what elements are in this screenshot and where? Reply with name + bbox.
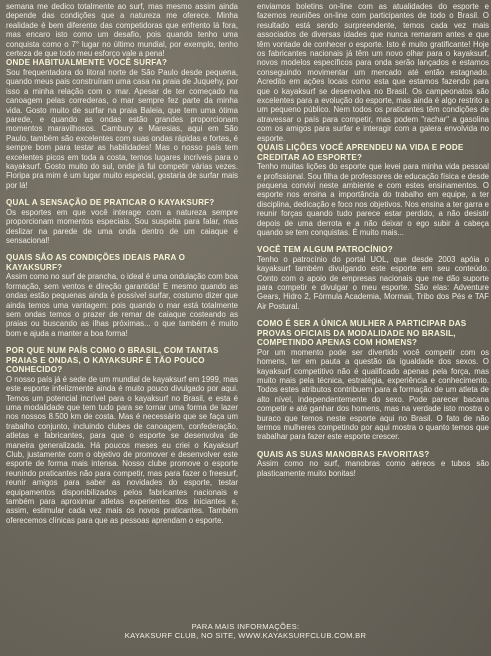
section-only-woman (257, 319, 489, 442)
answer-paragraph: Assim como no surf de prancha, o ideal é uma ondulação com boa formação, sem ventos e direção garantida! E mesmo quando as ondas estão pequenas ainda é possível surfar, costumo dizer que ainda temos uma vantagem: pois quando o mar está totalmente sem ondas temos o prazer de remar de caiaque costeando as praias ou buscando as ilhas próximas... o que também é muito bom e ajuda a manter a boa forma! (6, 272, 238, 338)
section-ideal-conditions (6, 253, 238, 338)
footer-line-1: PARA MAIS INFORMAÇÕES: (191, 622, 300, 631)
right-intro-paragraph: enviamos boletins on-line com as atualidades do esporte e fazemos reuniões on-line com participantes de todo o Brasil. O resultado está sendo surpreendente, temos cada vez mais associados de diversas idades que nunca remaram antes e que têm vontade de conhecer o esporte. Isto é muito gratificante! Hoje os fabricantes nacionais já têm um novo olhar para o kayaksurf, novos modelos específicos para onda serão lançados e estamos conseguindo movimentar um mercado até então estagnado. Acredito em ações locais como esta que estamos fazendo para que o kayaksurf se desenvolva no Brasil. Os campeonatos são excelentes para a evolução do esporte, mas ainda é algo restrito a um pequeno público. Nem todos os praticantes têm condições de atravessar o país para competir, mas podem "rachar" a gasolina com os amigos para surfar e interagir com a galera envolvida no esporte. (257, 2, 489, 143)
answer-paragraph: Sou frequentadora do litoral norte de São Paulo desde pequena, quando meus pais construíram uma casa na praia de Juquehy, por isso a minha relação com o mar. Apesar de ter começado na canoagem pelas correderas, o mar sempre fez parte da minha vida. Gosto muito de surfar na praia Baleia, que tem uma ótima parede, e quando as ondas estão grandes proporcionam momentos maravilhosos. Cambury e Maresias, aqui em São Paulo, também são excelentes com suas ondas rápidas e fortes, é sempre bom para testar as habilidades! Mas o nosso país tem excelentes picos em toda a costa, temos lugares incríveis para o kayaksurf. Gosto muito do sul, onde já fui competir várias vezes. Floripa pra mim é um lugar muito especial, gostaria de surfar mais por lá! (6, 67, 238, 190)
answer-paragraph: Tenho o patrocínio do portal UOL, que desde 2003 apóia o kayaksurf também divulgando este esporte em seu conteúdo. Conto com o apoio de empresas nacionais que me dão suporte para competir e divulgar o meu esporte. São elas: Adventure Gears, Hidro 2, Fórmula Academia, Mormaii, Tribo dos Pés e TAF Air Postural. (257, 254, 489, 311)
answer-paragraph: Os esportes em que você interage com a natureza sempre proporcionam momentos especiais. Sou suspeita para falar, mas deslizar na parede de uma onda dentro de um caiaque é sensacional! (6, 207, 238, 245)
section-where-surf (6, 58, 238, 190)
answer-paragraph: Tenho muitas lições do esporte que levei para minha vida pessoal e profissional. Sou filha de professores de educação física e desde pequena convivi neste ambiente e com estes ensinamentos. O esporte nos ensina a importância do trabalho em equipe, a ter disciplina, dedicação e foco nos objetivos. Nos ensina a ter garra e reunir forças quando tudo parece estar perdido, a não desistir depois de uma derrota e a não deixar o ego subir à cabeça quando se tem conquistas. É muito mais... (257, 162, 489, 237)
question-heading: QUAL A SENSAÇÃO DE PRATICAR O KAYAKSURF? (6, 198, 215, 208)
question-heading: QUAIS SÃO AS CONDIÇÕES IDEAIS PARA O KAYAKSURF? (6, 253, 186, 272)
question-heading: ONDE HABITUALMENTE VOCÊ SURFA? (6, 58, 168, 68)
question-heading: QUAIS LIÇÕES VOCÊ APRENDEU NA VIDA E PODE CREDITAR AO ESPORTE? (257, 143, 464, 162)
section-brazil-unknown (6, 346, 238, 525)
section-sponsorship (257, 245, 489, 311)
left-column (6, 2, 238, 533)
question-heading: VOCÊ TEM ALGUM PATROCÍNIO? (257, 245, 393, 255)
answer-paragraph: Assim como no surf, manobras como aéreos e tubos são plasticamente muito bonitas! (257, 459, 489, 478)
question-heading: COMO É SER A ÚNICA MULHER A PARTICIPAR DAS PROVAS OFICIAIS DA MODALIDADE NO BRASIL, COMPETINDO APENAS COM HOMENS? (257, 319, 467, 348)
answer-paragraph: O nosso país já é sede de um mundial de kayaksurf em 1999, mas este esporte infelizmente ainda é muito pouco divulgado por aqui. Temos um potencial incrível para o kayaksurf no Brasil, e esta é uma modalidade que tem tudo para se tornar uma forma de lazer nos nossos 8.500 km de costa. Mas é necessário que se faça um trabalho conjunto, incluindo clubes de canoagem, confederação, atletas e fabricantes, para que o esporte se desenvolva de maneira generalizada. Há poucos meses eu criei o Kayaksurf Club, justamente com o objetivo de promover e desenvolver este esporte de forma mais intensa. Nosso clube promove o esporte reunindo praticantes não para competir, mas para fazer o freesurf, reunir amigos para saber as novidades do esporte, testar equipamentos disponibilizados pelos fabricantes nacionais e também para aproximar atletas experientes dos iniciantes e, assim, estimular cada vez mais os novos praticantes. Também oferecemos clínicas para que as pessoas aprendam o esporte. (6, 374, 238, 525)
footer-website: KAYAKSURF CLUB, NO SITE, WWW.KAYAKSURFCLUB.COM.BR (124, 631, 367, 640)
question-heading: QUAIS AS SUAS MANOBRAS FAVORITAS? (257, 449, 430, 459)
right-column (257, 2, 489, 486)
question-heading: POR QUE NUM PAÍS COMO O BRASIL, COM TANTAS PRAIAS E ONDAS, O KAYAKSURF É TÃO POUCO CONHECIDO? (6, 346, 219, 375)
answer-paragraph: Por um momento pode ser divertido você competir com os homens, ter em pauta a questão da igualdade dos sexos. O kayaksurf competitivo não é qualificado apenas pela força, mas muito mais pela técnica, estratégia, experiência e conhecimento. Todos estes atributos contribuem para a formação de um atleta de alto nível, independentemente do sexo. Pode parecer bacana competir e até ganhar dos homens, mas na verdade isto mostra o buraco que temos neste esporte aqui no Brasil. O fato de não termos mulheres competindo por aqui mostra o quanto temos que trabalhar para fazer este esporte crescer. (257, 347, 489, 442)
left-intro-paragraph: semana me dedico totalmente ao surf, mas mesmo assim ainda depende das condições que a natureza me oferece. Minha realidade é bem diferente das competidoras que enfrento lá fora, mas encaro isto como um desafio, pois quando tenho uma conquista como o 7° lugar no último mundial, por exemplo, tenho certeza de que todo meu esforço vale a pena! (6, 2, 238, 59)
section-sensation (6, 198, 238, 245)
section-life-lessons (257, 143, 489, 237)
section-favorite-maneuvers (257, 450, 489, 478)
footer-info (0, 622, 491, 640)
